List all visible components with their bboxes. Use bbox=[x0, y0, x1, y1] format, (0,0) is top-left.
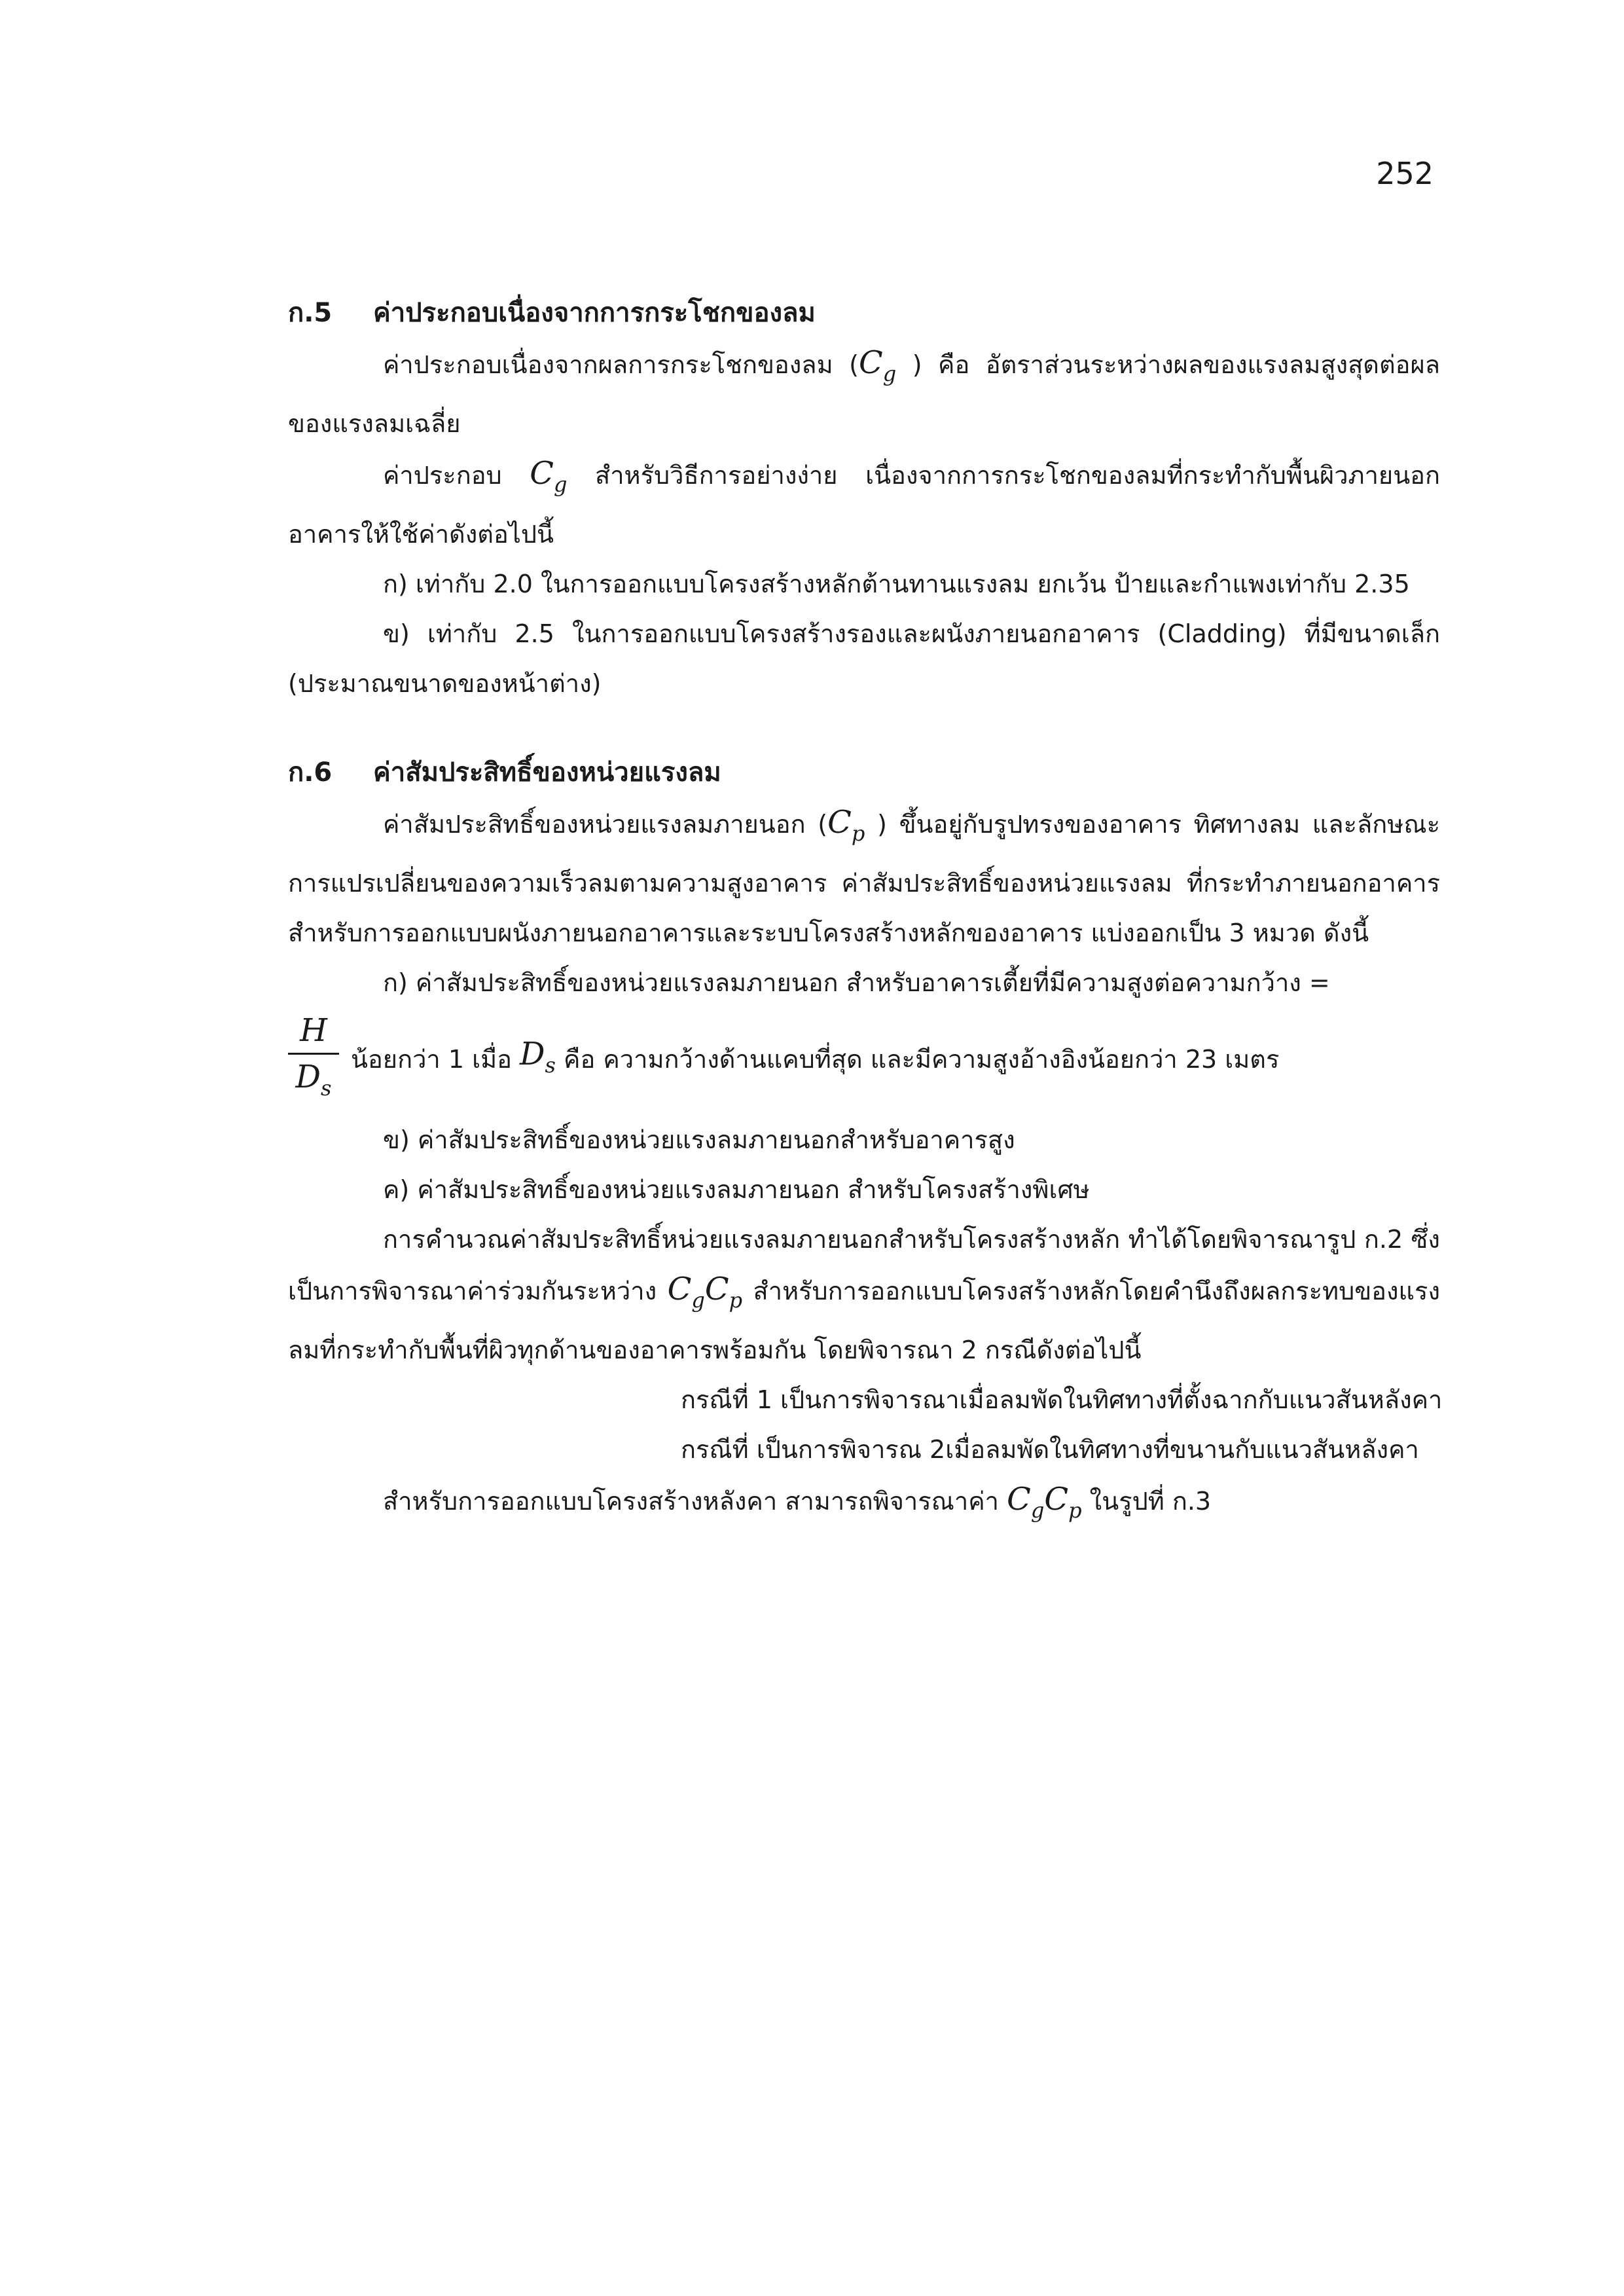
text-span: คือ ความกว้างด้านแคบที่สุด และมีความสูงอ้างอิงน้อยกว่า 23 เมตร bbox=[564, 1045, 1280, 1074]
section-title: ค่าประกอบเนื่องจากการกระโชกของลม bbox=[373, 298, 816, 328]
text-span: ค่าประกอบเนื่องจากผลการกระโชกของลม ( bbox=[383, 350, 859, 379]
text-span: สำหรับการออกแบบโครงสร้างหลังคา สามารถพิจารณาค่า bbox=[383, 1487, 1000, 1516]
text-span: ) ขึ้นอยู่กับรูปทรงของอาคาร ทิศทางลม และลักษณะการแปรเปลี่ยนของความเร็วลมตามความสูงอาคาร ค่าสัมประสิทธิ์ของหน่วยแรงลม ที่กระทำภายนอกอาคาร สำหรับการออกแบบผนังภายนอกอาคารและระบบโครงสร้างหลักของอาคาร แบ่งออกเป็น 3 หมวด ดังนี้ bbox=[288, 810, 1441, 947]
list-item: ข) เท่ากับ 2.5 ในการออกแบบโครงสร้างรองและผนังภายนอกอาคาร (Cladding) ที่มีขนาดเล็ก (ประมาณขนาดของหน้าต่าง) bbox=[288, 619, 1440, 698]
text-span: สำหรับการออกแบบโครงสร้างหลักโดยคำนึงถึงผลกระทบของแรงลมที่กระทำกับพื้นที่ผิวทุกด้านของอาคารพร้อมกัน โดยพิจารณา 2 กรณีดังต่อไปนี้ bbox=[288, 1277, 1440, 1364]
section-title: ค่าสัมประสิทธิ์ของหน่วยแรงลม bbox=[373, 757, 721, 788]
section-number: ก.6 bbox=[288, 757, 333, 788]
paragraph bbox=[288, 448, 1440, 559]
text-span: น้อยกว่า 1 เมื่อ bbox=[351, 1045, 512, 1074]
text-span: ) คือ อัตราส่วนระหว่างผลของแรงลมสูงสุดต่อผลของแรงลมเฉลี่ย bbox=[288, 350, 1440, 438]
cp-symbol: $C_p$ bbox=[827, 804, 865, 846]
section-number: ก.5 bbox=[288, 298, 333, 328]
fraction-bar bbox=[288, 1053, 339, 1055]
list-item: ก) ค่าสัมประสิทธิ์ของหน่วยแรงลมภายนอก สำหรับอาคารเตี้ยที่มีความสูงต่อความกว้าง = bbox=[383, 968, 1330, 997]
paragraph bbox=[288, 1474, 1440, 1535]
cg-symbol: $C_g$ bbox=[530, 455, 568, 497]
h-over-ds-fraction bbox=[288, 1011, 339, 1108]
text-span: ในรูปที่ ก.3 bbox=[1089, 1487, 1212, 1516]
text-span: สำหรับวิธีการอย่างง่าย เนื่องจากการกระโชกของลมที่กระทำกับพื้นผิวภายนอกอาคารให้ใช้ค่าดังต่อไปนี้ bbox=[288, 461, 1440, 549]
cgcp-symbol: $C_gC_p$ bbox=[667, 1271, 743, 1313]
paragraph bbox=[288, 1214, 1440, 1375]
cg-symbol: $C_g$ bbox=[858, 344, 897, 386]
page-number: 252 bbox=[1376, 156, 1434, 191]
section-heading-6 bbox=[288, 748, 1440, 797]
section-heading-5 bbox=[288, 288, 1440, 338]
fraction-denominator: $D_s$ bbox=[295, 1059, 332, 1101]
list-item: ก) เท่ากับ 2.0 ในการออกแบบโครงสร้างหลักต้านทานแรงลม ยกเว้น ป้ายและกำแพงเท่ากับ 2.35 bbox=[383, 570, 1410, 598]
document-body bbox=[288, 288, 1443, 1535]
text-span: ค่าประกอบ bbox=[383, 461, 502, 490]
cgcp-symbol: $C_gC_p$ bbox=[1007, 1481, 1082, 1523]
paragraph bbox=[288, 338, 1440, 448]
text-span: การคำนวณค่าสัมประสิทธิ์หน่วยแรงลมภายนอกสำหรับโครงสร้างหลัก ทำได้โดยพิจารณารูป ก.2 ซึ่งเป็นการพิจารณาค่าร่วมกันระหว่าง bbox=[288, 1225, 1440, 1305]
ds-symbol: $D_s$ bbox=[520, 1035, 556, 1078]
case-item: กรณีที่ เป็นการพิจารณ 2เมื่อลมพัดในทิศทางที่ขนานกับแนวสันหลังคา bbox=[681, 1435, 1419, 1464]
case-item: กรณีที่ 1 เป็นการพิจารณาเมื่อลมพัดในทิศทางที่ตั้งฉากกับแนวสันหลังคา bbox=[681, 1385, 1443, 1414]
fraction-numerator: H bbox=[300, 1012, 327, 1049]
list-item: ข) ค่าสัมประสิทธิ์ของหน่วยแรงลมภายนอกสำหรับอาคารสูง bbox=[383, 1125, 1015, 1154]
text-span: ค่าสัมประสิทธิ์ของหน่วยแรงลมภายนอก ( bbox=[383, 810, 828, 839]
paragraph bbox=[288, 797, 1440, 958]
fraction-line bbox=[288, 1010, 1440, 1108]
list-item: ค) ค่าสัมประสิทธิ์ของหน่วยแรงลมภายนอก สำหรับโครงสร้างพิเศษ bbox=[383, 1175, 1090, 1204]
